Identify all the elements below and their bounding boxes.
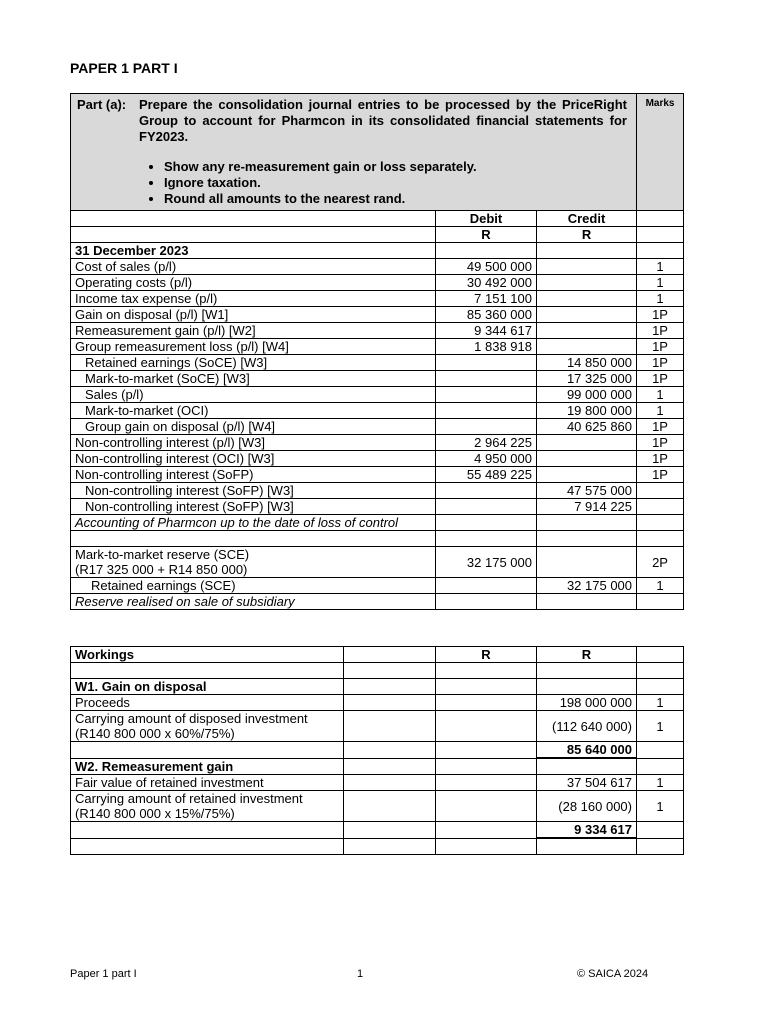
journal-credit bbox=[537, 259, 637, 275]
journal-description: Retained earnings (SoCE) [W3] bbox=[71, 355, 436, 371]
journal-description: Remeasurement gain (p/l) [W2] bbox=[71, 323, 436, 339]
journal-credit: 19 800 000 bbox=[537, 403, 637, 419]
fv-marks: 1 bbox=[637, 775, 684, 791]
journal-credit: 47 575 000 bbox=[537, 483, 637, 499]
journal-credit bbox=[537, 451, 637, 467]
journal-marks: 1 bbox=[637, 403, 684, 419]
part-label: Part (a): bbox=[77, 97, 127, 112]
journal-debit: 2 964 225 bbox=[436, 435, 537, 451]
journal-debit: 85 360 000 bbox=[436, 307, 537, 323]
proceeds-row bbox=[71, 695, 684, 711]
journal-debit bbox=[436, 403, 537, 419]
footer-right: © SAICA 2024 bbox=[577, 968, 649, 980]
journal-marks: 1P bbox=[637, 339, 684, 355]
workings-title: Workings bbox=[71, 647, 344, 663]
fv-value: 37 504 617 bbox=[537, 775, 637, 791]
journal-row bbox=[71, 483, 684, 499]
journal-row bbox=[71, 435, 684, 451]
journal-date: 31 December 2023 bbox=[71, 243, 436, 259]
journal-description: Operating costs (p/l) bbox=[71, 275, 436, 291]
journal-credit bbox=[537, 339, 637, 355]
debit-currency: R bbox=[436, 227, 537, 243]
instruction-bullets bbox=[77, 159, 630, 207]
footer-left: Paper 1 part I bbox=[70, 968, 137, 980]
journal-narration: Accounting of Pharmcon up to the date of loss of control bbox=[71, 515, 436, 531]
journal-marks: 1P bbox=[637, 323, 684, 339]
journal-description: Income tax expense (p/l) bbox=[71, 291, 436, 307]
journal-marks: 1P bbox=[637, 419, 684, 435]
journal-description: Mark-to-market (OCI) bbox=[71, 403, 436, 419]
ca-disposed-line-1: Carrying amount of disposed investment bbox=[75, 711, 308, 726]
journal-credit bbox=[537, 291, 637, 307]
spacer-row bbox=[71, 531, 684, 547]
journal-credit bbox=[537, 275, 637, 291]
w1-title-row bbox=[71, 679, 684, 695]
journal-description: Mark-to-market (SoCE) [W3] bbox=[71, 371, 436, 387]
journal-credit bbox=[537, 307, 637, 323]
journal-debit: 7 151 100 bbox=[436, 291, 537, 307]
journal-credit bbox=[537, 323, 637, 339]
question-header-row bbox=[71, 94, 684, 211]
currency-header-row bbox=[71, 227, 684, 243]
journal-marks bbox=[637, 483, 684, 499]
journal-debit: 30 492 000 bbox=[436, 275, 537, 291]
journal-row bbox=[71, 387, 684, 403]
journal-row bbox=[71, 403, 684, 419]
journal-description: Non-controlling interest (p/l) [W3] bbox=[71, 435, 436, 451]
re-marks: 1 bbox=[637, 578, 684, 594]
journal-description: Gain on disposal (p/l) [W1] bbox=[71, 307, 436, 323]
ca-disposed-value: (112 640 000) bbox=[537, 711, 637, 742]
journal-description: Non-controlling interest (SoFP) [W3] bbox=[71, 483, 436, 499]
fv-label: Fair value of retained investment bbox=[71, 775, 344, 791]
w2-total-row bbox=[71, 822, 684, 839]
journal-credit: 14 850 000 bbox=[537, 355, 637, 371]
credit-currency: R bbox=[537, 227, 637, 243]
journal-debit bbox=[436, 499, 537, 515]
journal-marks: 1P bbox=[637, 355, 684, 371]
journal-credit: 40 625 860 bbox=[537, 419, 637, 435]
proceeds-marks: 1 bbox=[637, 695, 684, 711]
journal-marks: 1P bbox=[637, 451, 684, 467]
journal-debit bbox=[436, 387, 537, 403]
bullet-item: • Show any re-measurement gain or loss separately. bbox=[164, 159, 630, 175]
w2-total: 9 334 617 bbox=[537, 822, 637, 839]
journal-credit: 17 325 000 bbox=[537, 371, 637, 387]
workings-table bbox=[70, 646, 684, 855]
ca-retained-line-2: (R140 800 000 x 15%/75%) bbox=[75, 806, 235, 821]
workings-r-col2: R bbox=[537, 647, 637, 663]
journal-debit: 4 950 000 bbox=[436, 451, 537, 467]
journal-credit: 7 914 225 bbox=[537, 499, 637, 515]
journal-debit: 49 500 000 bbox=[436, 259, 537, 275]
page-title: PAPER 1 PART I bbox=[70, 60, 178, 76]
spacer-row bbox=[71, 663, 684, 679]
journal-debit bbox=[436, 419, 537, 435]
credit-header: Credit bbox=[537, 211, 637, 227]
mtm-line-1: Mark-to-market reserve (SCE) bbox=[75, 547, 250, 562]
journal-description: Non-controlling interest (SoFP) [W3] bbox=[71, 499, 436, 515]
journal-marks: 1P bbox=[637, 467, 684, 483]
ca-retained-row bbox=[71, 791, 684, 822]
workings-header-row bbox=[71, 647, 684, 663]
ca-retained-line-1: Carrying amount of retained investment bbox=[75, 791, 303, 806]
journal-description: Group remeasurement loss (p/l) [W4] bbox=[71, 339, 436, 355]
journal-marks: 1 bbox=[637, 291, 684, 307]
journal-credit bbox=[537, 435, 637, 451]
journal-row bbox=[71, 467, 684, 483]
w1-title: W1. Gain on disposal bbox=[71, 679, 344, 695]
journal-description: Non-controlling interest (SoFP) bbox=[71, 467, 436, 483]
proceeds-value: 198 000 000 bbox=[537, 695, 637, 711]
journal-debit bbox=[436, 355, 537, 371]
journal-row bbox=[71, 371, 684, 387]
journal-debit: 9 344 617 bbox=[436, 323, 537, 339]
mtm-description bbox=[71, 547, 436, 578]
w2-title: W2. Remeasurement gain bbox=[71, 758, 344, 775]
journal-marks: 1 bbox=[637, 387, 684, 403]
journal-debit bbox=[436, 483, 537, 499]
date-row bbox=[71, 243, 684, 259]
ca-disposed-line-2: (R140 800 000 x 60%/75%) bbox=[75, 726, 235, 741]
spacer-row bbox=[71, 838, 684, 855]
journal-description: Sales (p/l) bbox=[71, 387, 436, 403]
journal-credit bbox=[537, 467, 637, 483]
journal-marks: 1P bbox=[637, 435, 684, 451]
journal-row bbox=[71, 499, 684, 515]
journal-row bbox=[71, 307, 684, 323]
fair-value-row bbox=[71, 775, 684, 791]
journal-row bbox=[71, 419, 684, 435]
w1-total: 85 640 000 bbox=[537, 742, 637, 759]
journal-row bbox=[71, 339, 684, 355]
narration-row bbox=[71, 594, 684, 610]
re-description: Retained earnings (SCE) bbox=[71, 578, 436, 594]
journal-marks: 1P bbox=[637, 307, 684, 323]
bullet-item: • Round all amounts to the nearest rand. bbox=[164, 191, 630, 207]
mtm-debit: 32 175 000 bbox=[436, 547, 537, 578]
journal-credit: 99 000 000 bbox=[537, 387, 637, 403]
journal-marks: 1P bbox=[637, 371, 684, 387]
w2-title-row bbox=[71, 758, 684, 775]
workings-r-col1: R bbox=[436, 647, 537, 663]
journal-table bbox=[70, 93, 684, 610]
ca-retained-value: (28 160 000) bbox=[537, 791, 637, 822]
ca-disposed-row bbox=[71, 711, 684, 742]
question-header bbox=[71, 94, 637, 211]
ca-disposed-label bbox=[71, 711, 344, 742]
debit-header: Debit bbox=[436, 211, 537, 227]
mtm-row bbox=[71, 547, 684, 578]
journal-marks: 1 bbox=[637, 259, 684, 275]
journal-row bbox=[71, 259, 684, 275]
journal-row bbox=[71, 291, 684, 307]
journal-row bbox=[71, 451, 684, 467]
ca-retained-marks: 1 bbox=[637, 791, 684, 822]
journal-debit: 55 489 225 bbox=[436, 467, 537, 483]
w1-total-row bbox=[71, 742, 684, 759]
question-instruction: Prepare the consolidation journal entries to be processed by the PriceRight Group to account for Pharmcon in its consolidated financial statements for FY2023. bbox=[139, 97, 627, 144]
page-number: 1 bbox=[357, 968, 364, 980]
journal-marks: 1 bbox=[637, 275, 684, 291]
journal-narration: Reserve realised on sale of subsidiary bbox=[71, 594, 436, 610]
ca-retained-label bbox=[71, 791, 344, 822]
journal-description: Non-controlling interest (OCI) [W3] bbox=[71, 451, 436, 467]
marks-header: Marks bbox=[637, 94, 684, 211]
bullet-item: • Ignore taxation. bbox=[164, 175, 630, 191]
journal-marks bbox=[637, 499, 684, 515]
mtm-line-2: (R17 325 000 + R14 850 000) bbox=[75, 562, 248, 577]
re-credit: 32 175 000 bbox=[537, 578, 637, 594]
journal-row bbox=[71, 323, 684, 339]
narration-row bbox=[71, 515, 684, 531]
journal-row bbox=[71, 275, 684, 291]
retained-earnings-row bbox=[71, 578, 684, 594]
journal-description: Cost of sales (p/l) bbox=[71, 259, 436, 275]
journal-row bbox=[71, 355, 684, 371]
ca-disposed-marks: 1 bbox=[637, 711, 684, 742]
journal-debit bbox=[436, 371, 537, 387]
journal-description: Group gain on disposal (p/l) [W4] bbox=[71, 419, 436, 435]
journal-debit: 1 838 918 bbox=[436, 339, 537, 355]
column-header-row bbox=[71, 211, 684, 227]
mtm-marks: 2P bbox=[637, 547, 684, 578]
proceeds-label: Proceeds bbox=[71, 695, 344, 711]
